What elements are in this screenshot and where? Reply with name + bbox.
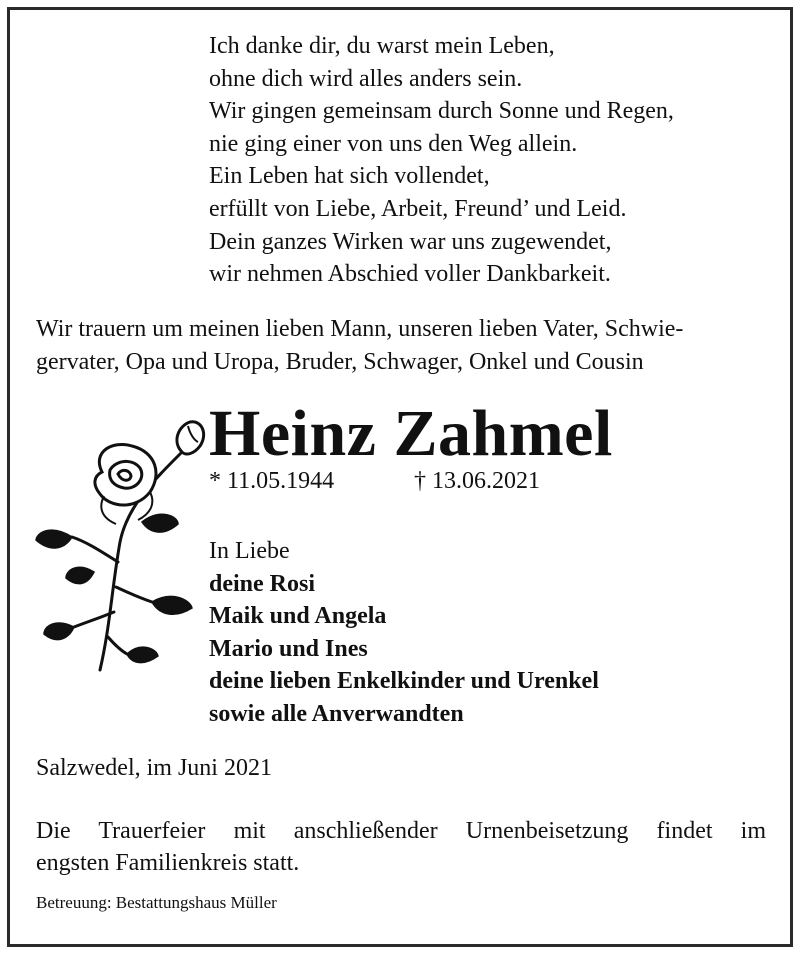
poem-line: Ich danke dir, du warst mein Leben, <box>209 33 555 59</box>
family-member: sowie alle Anverwandten <box>209 700 464 727</box>
poem <box>209 30 769 291</box>
poem-line: nie ging einer von uns den Weg allein. <box>209 130 578 157</box>
place-date: Salzwedel, im Juni 2021 <box>36 755 272 781</box>
birth-date: * 11.05.1944 <box>209 468 335 494</box>
mourning-intro <box>36 313 766 379</box>
poem-line: erfüllt von Liebe, Arbeit, Freund’ und Leid. <box>209 195 627 222</box>
family-member: Maik und Angela <box>209 603 387 630</box>
death-date: † 13.06.2021 <box>414 468 540 494</box>
family-member: Mario und Ines <box>209 635 368 662</box>
funeral-home-credit: Betreuung: Bestattungshaus Müller <box>36 893 277 912</box>
ceremony-line: engsten Familienkreis statt. <box>36 850 300 876</box>
poem-line: Wir gingen gemeinsam durch Sonne und Regen, <box>209 98 674 125</box>
deceased-name: Heinz Zahmel <box>209 397 613 470</box>
poem-line: wir nehmen Abschied voller Dankbarkeit. <box>209 261 611 288</box>
intro-line: Wir trauern um meinen lieben Mann, unseren lieben Vater, Schwie- <box>36 316 684 342</box>
rose-icon <box>32 412 207 677</box>
family-intro: In Liebe <box>209 538 290 564</box>
family-signature <box>209 535 599 731</box>
family-member: deine Rosi <box>209 570 316 597</box>
ceremony-line: Die Trauerfeier mit anschließender Urnenbeisetzung findet im <box>36 818 766 844</box>
ceremony-note <box>36 815 766 879</box>
intro-line: gervater, Opa und Uropa, Bruder, Schwager, Onkel und Cousin <box>36 349 644 375</box>
family-member: deine lieben Enkelkinder und Urenkel <box>209 668 599 695</box>
poem-line: ohne dich wird alles anders sein. <box>209 65 523 92</box>
poem-line: Ein Leben hat sich vollendet, <box>209 163 490 190</box>
poem-line: Dein ganzes Wirken war uns zugewendet, <box>209 228 612 255</box>
